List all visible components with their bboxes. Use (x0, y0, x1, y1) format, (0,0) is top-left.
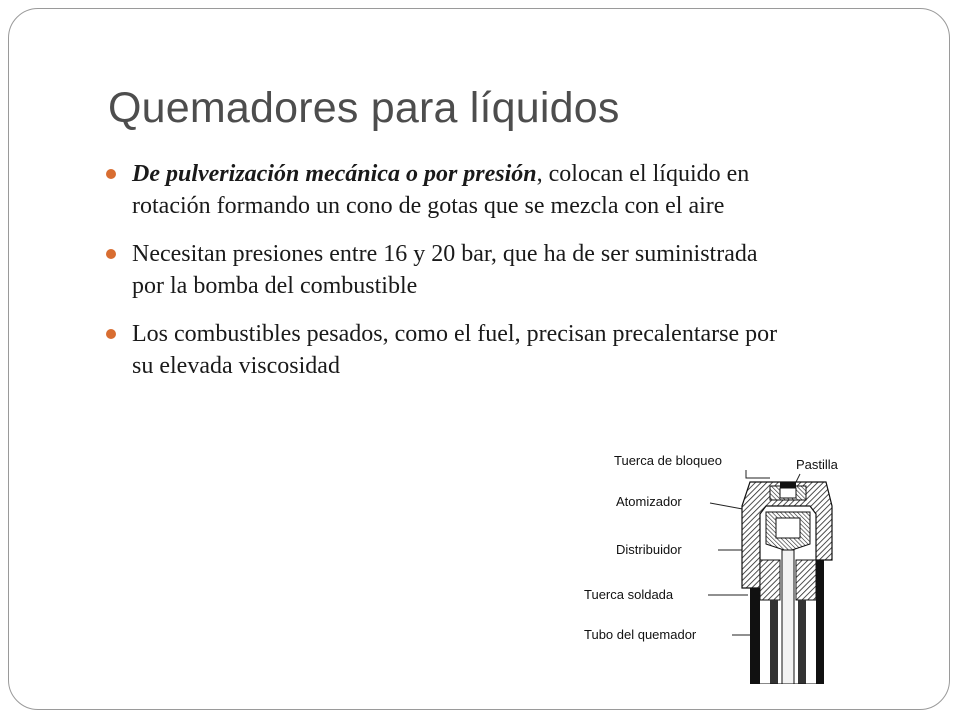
bullet-item (106, 238, 786, 302)
bullet-text: Los combustibles pesados, como el fuel, precisan precalentarse por su elevada viscosidad (132, 321, 778, 379)
nozzle-drawing (742, 482, 832, 684)
label-burner-tube: Tubo del quemador (584, 627, 697, 642)
label-tablet: Pastilla (796, 457, 838, 472)
bullet-text: , colocan el líquido en rotación formando un cono de gotas que se mezcla con el aire (132, 161, 750, 219)
bullet-list (106, 158, 786, 398)
label-lock-nut: Tuerca de bloqueo (614, 453, 722, 468)
bullet-icon (106, 249, 116, 259)
bullet-icon (106, 169, 116, 179)
bullet-item (106, 318, 786, 382)
slide-title: Quemadores para líquidos (108, 84, 620, 132)
bullet-item (106, 158, 786, 222)
bullet-text: Necesitan presiones entre 16 y 20 bar, que ha de ser suministrada por la bomba del combustible (132, 241, 758, 299)
label-distributor: Distribuidor (616, 542, 682, 557)
burner-nozzle-diagram (580, 448, 870, 684)
bullet-icon (106, 329, 116, 339)
bullet-emphasis: De pulverización mecánica o por presión (132, 161, 537, 187)
label-welded-nut: Tuerca soldada (584, 587, 674, 602)
label-atomizer: Atomizador (616, 494, 682, 509)
